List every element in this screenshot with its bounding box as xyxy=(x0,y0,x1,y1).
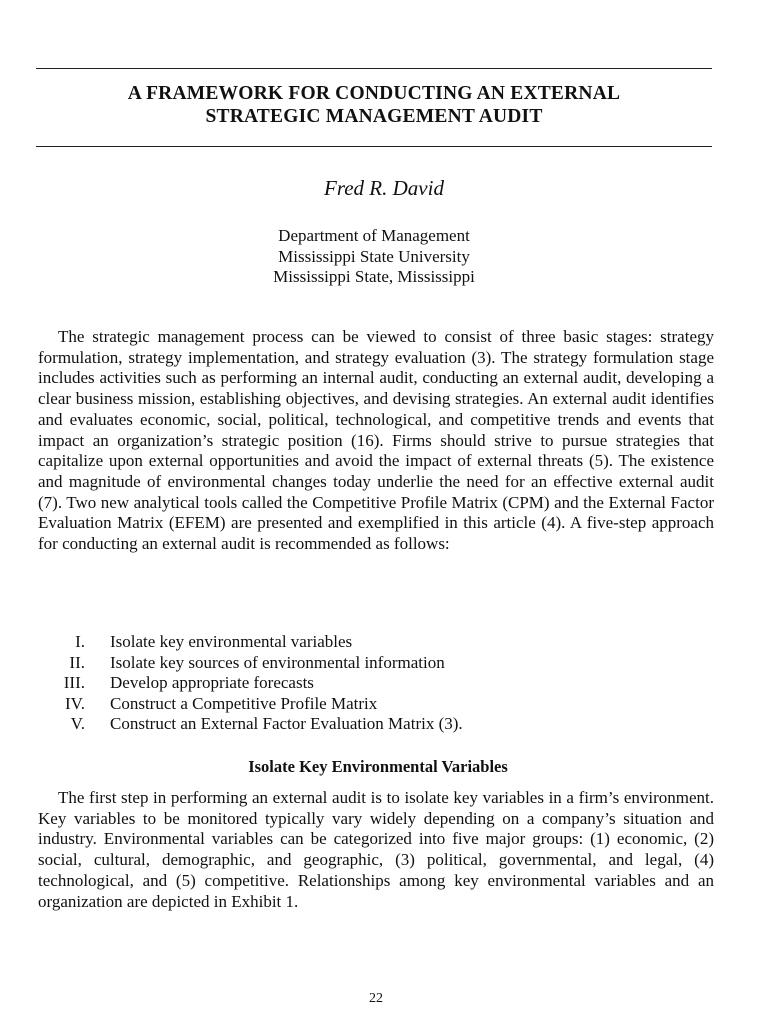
step-text: Develop appropriate forecasts xyxy=(110,673,314,693)
author-name: Fred R. David xyxy=(324,176,444,200)
article-title xyxy=(36,82,712,128)
step-text: Construct an External Factor Evaluation Matrix (3). xyxy=(110,714,463,734)
step-number: IV. xyxy=(65,693,85,713)
step-number: II. xyxy=(69,652,85,672)
step-number: V. xyxy=(70,714,85,734)
step-number: III. xyxy=(63,673,85,693)
title-bottom-rule xyxy=(36,146,712,147)
article-title-line-2: STRATEGIC MANAGEMENT AUDIT xyxy=(205,106,543,127)
article-title-line-1: A FRAMEWORK FOR CONDUCTING AN EXTERNAL xyxy=(127,83,621,104)
intro-paragraph: The strategic management process can be viewed to consist of three basic stages: strategy formulation, strategy implementation, and strategy evaluation (3). The strategy formulation stage includes activities such as performing an internal audit, conducting an external audit, developing a clear business mission, establishing objectives, and devising strategies. An external audit identifies and evaluates economic, social, political, technological, and competitive trends and events that impact an organization’s strategic position (16). Firms should strive to pursue strategies that capitalize upon external opportunities and avoid the impact of external threats (5). The existence and magnitude of environmental changes today underlie the need for an effective external audit (7). Two new analytical tools called the Competitive Profile Matrix (CPM) and the External Factor Evaluation Matrix (EFEM) are presented and exemplified in this article (4). A five-step approach for conducting an external audit is recommended as follows: xyxy=(38,327,714,554)
step-text: Construct a Competitive Profile Matrix xyxy=(110,693,378,713)
section-paragraph: The first step in performing an external audit is to isolate key variables in a firm’s environment. Key variables to be monitored typically vary widely depending on a company’s situation and industry. Environmental variables can be categorized into five major groups: (1) economic, (2) social, cultural, demographic, and geographic, (3) political, governmental, and legal, (4) technological, and (5) competitive. Relationships among key environmental variables and an organization are depicted in Exhibit 1. xyxy=(38,788,714,911)
step-text: Isolate key environmental variables xyxy=(110,632,353,651)
list-item xyxy=(38,653,698,674)
section-heading: Isolate Key Environmental Variables xyxy=(248,757,508,776)
list-item xyxy=(38,632,698,653)
author-affiliation xyxy=(0,226,748,288)
affiliation-department: Department of Management xyxy=(278,226,470,245)
audit-steps-list xyxy=(38,632,698,735)
title-top-rule xyxy=(36,68,712,69)
list-item xyxy=(38,673,698,694)
page-number: 22 xyxy=(369,991,383,1006)
list-item xyxy=(38,694,698,715)
step-text: Isolate key sources of environmental information xyxy=(110,652,445,672)
affiliation-university: Mississippi State University xyxy=(278,246,470,266)
list-item xyxy=(38,714,698,735)
step-number: I. xyxy=(75,632,85,651)
affiliation-location: Mississippi State, Mississippi xyxy=(273,267,475,286)
